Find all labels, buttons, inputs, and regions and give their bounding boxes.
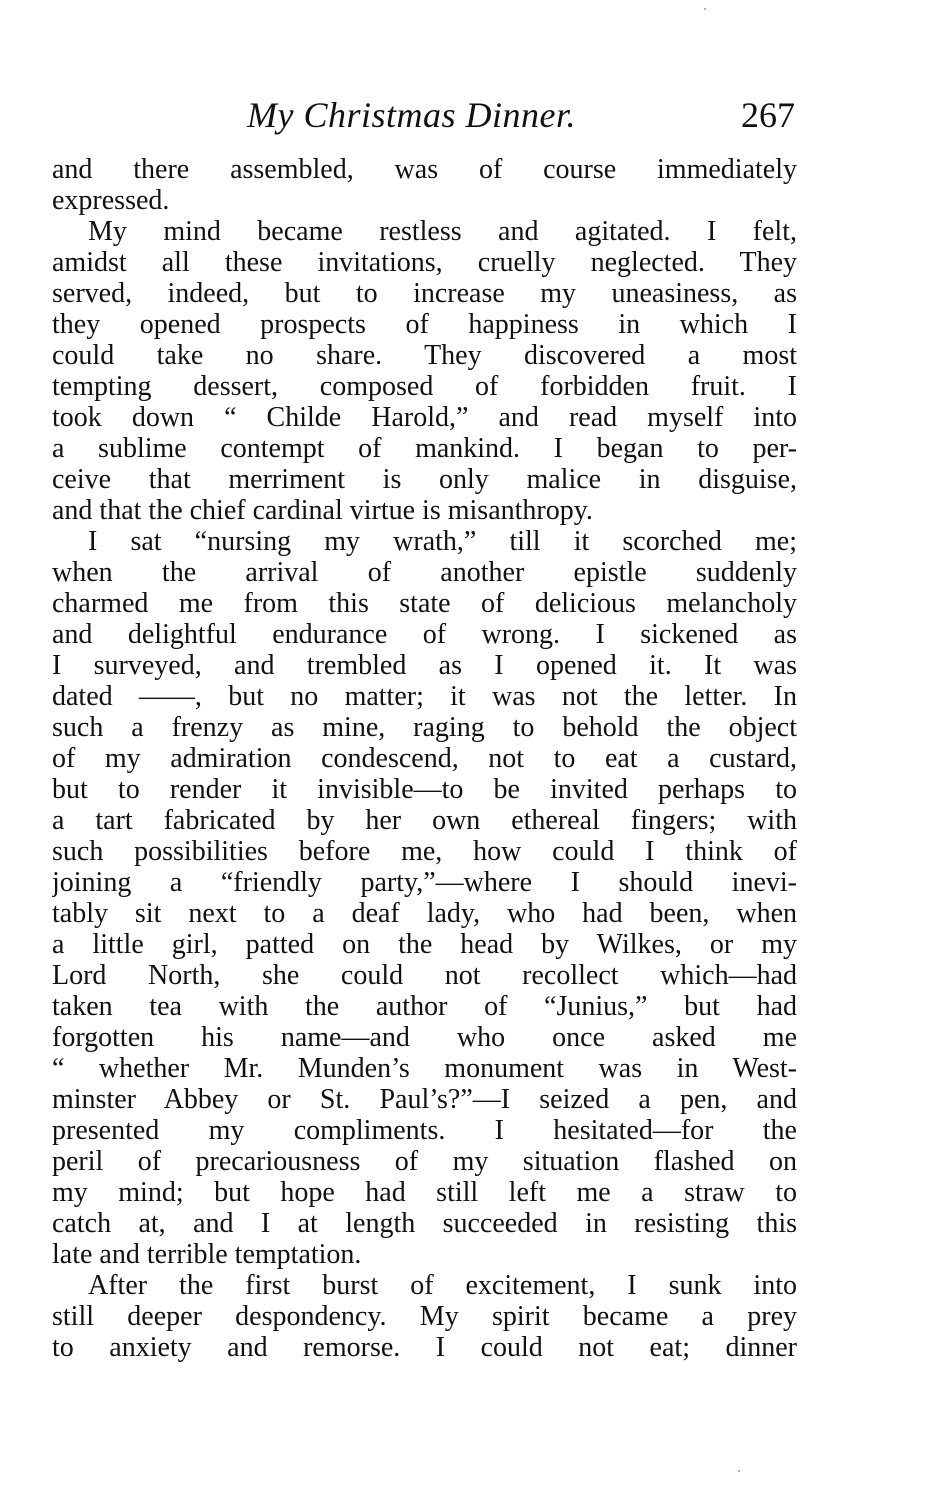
text-line: expressed.	[52, 185, 170, 216]
text-line: could take no share. They discovered a most	[52, 340, 797, 371]
paper-speck	[738, 1470, 740, 1472]
text-line: a sublime contempt of mankind. I began to per-	[52, 433, 797, 464]
text-line: I sat “nursing my wrath,” till it scorched me;	[88, 526, 797, 557]
text-line: to anxiety and remorse. I could not eat; dinner	[52, 1332, 797, 1363]
text-line: ceive that merriment is only malice in disguise,	[52, 464, 797, 495]
text-line: and that the chief cardinal virtue is misanthropy.	[52, 495, 593, 526]
text-line: when the arrival of another epistle suddenly	[52, 557, 797, 588]
text-line: taken tea with the author of “Junius,” but had	[52, 991, 797, 1022]
book-page	[52, 92, 797, 1363]
text-line: After the first burst of excitement, I sunk into	[88, 1270, 797, 1301]
text-line: and delightful endurance of wrong. I sickened as	[52, 619, 797, 650]
page-number: 267	[741, 95, 795, 135]
text-line: late and terrible temptation.	[52, 1239, 362, 1270]
text-line: a little girl, patted on the head by Wilkes, or my	[52, 929, 797, 960]
text-line: I surveyed, and trembled as I opened it. It was	[52, 650, 797, 681]
text-line: of my admiration condescend, not to eat a custard,	[52, 743, 797, 774]
text-line: catch at, and I at length succeeded in resisting this	[52, 1208, 797, 1239]
text-line: such possibilities before me, how could I think of	[52, 836, 797, 867]
running-title: My Christmas Dinner.	[247, 95, 577, 135]
text-line: and there assembled, was of course immediately	[52, 154, 797, 185]
text-line: served, indeed, but to increase my uneasiness, as	[52, 278, 797, 309]
text-line: my mind; but hope had still left me a straw to	[52, 1177, 797, 1208]
text-line: a tart fabricated by her own ethereal fingers; with	[52, 805, 797, 836]
paper-speck	[704, 8, 706, 10]
text-line: still deeper despondency. My spirit became a prey	[52, 1301, 797, 1332]
body-text	[52, 154, 797, 1363]
text-line: amidst all these invitations, cruelly neglected. They	[52, 247, 797, 278]
text-line: minster Abbey or St. Paul’s?”—I seized a pen, and	[52, 1084, 797, 1115]
text-line: but to render it invisible—to be invited perhaps to	[52, 774, 797, 805]
text-line: “ whether Mr. Munden’s monument was in West-	[52, 1053, 797, 1084]
text-line: joining a “friendly party,”—where I should inevi-	[52, 867, 797, 898]
text-line: My mind became restless and agitated. I felt,	[88, 216, 797, 247]
text-line: dated ——, but no matter; it was not the letter. In	[52, 681, 797, 712]
page-header	[52, 92, 797, 154]
text-line: such a frenzy as mine, raging to behold the object	[52, 712, 797, 743]
text-line: forgotten his name—and who once asked me	[52, 1022, 797, 1053]
text-line: peril of precariousness of my situation flashed on	[52, 1146, 797, 1177]
text-line: tempting dessert, composed of forbidden fruit. I	[52, 371, 797, 402]
text-line: charmed me from this state of delicious melancholy	[52, 588, 797, 619]
text-line: took down “ Childe Harold,” and read myself into	[52, 402, 797, 433]
text-line: Lord North, she could not recollect which—had	[52, 960, 797, 991]
text-line: tably sit next to a deaf lady, who had been, when	[52, 898, 797, 929]
text-line: they opened prospects of happiness in which I	[52, 309, 797, 340]
text-line: presented my compliments. I hesitated—for the	[52, 1115, 797, 1146]
